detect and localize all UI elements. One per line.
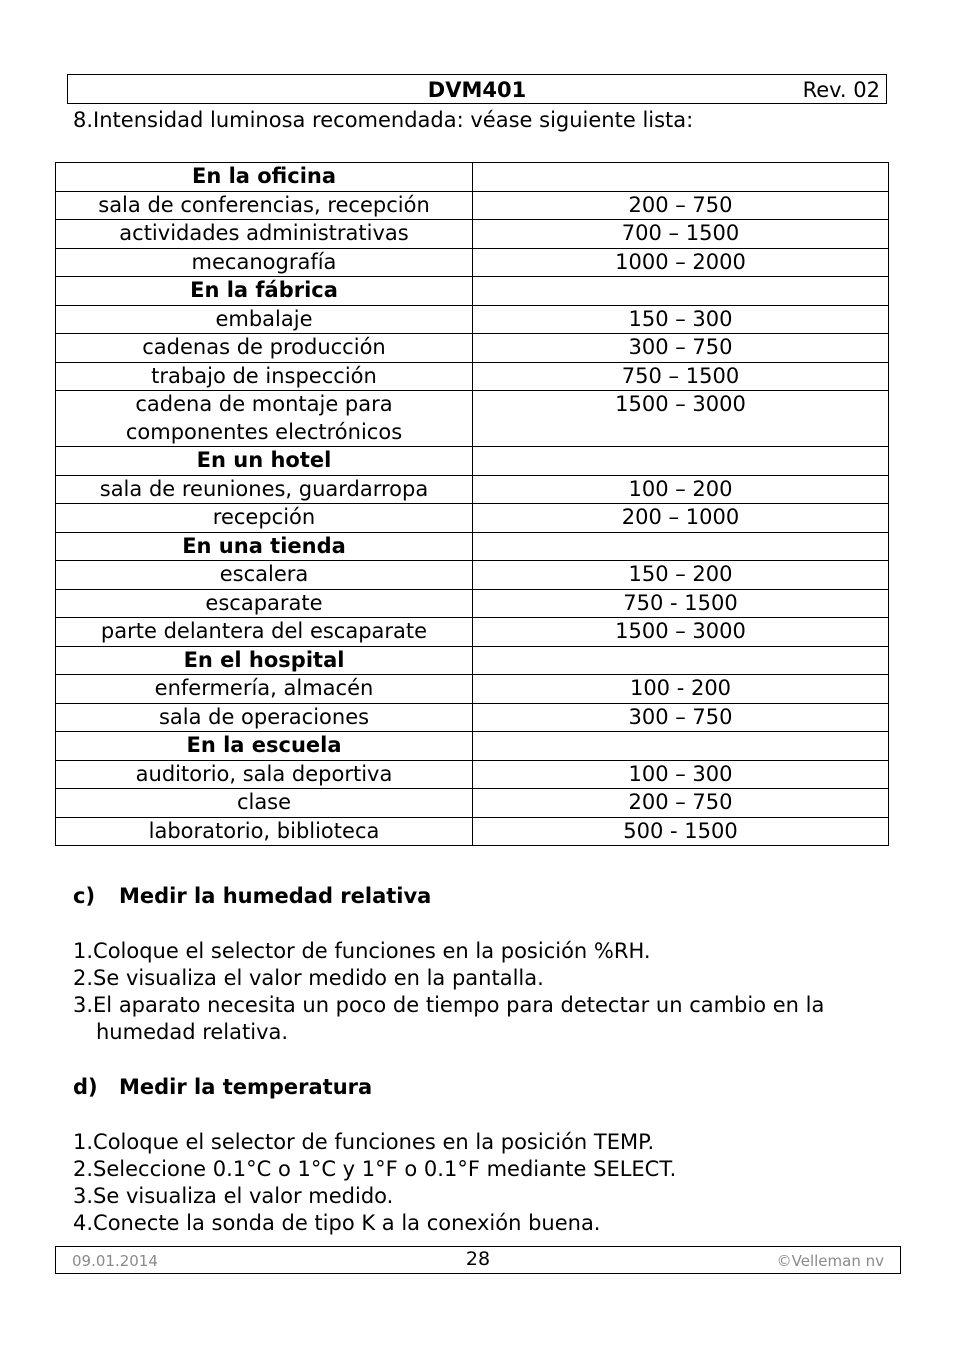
- location-heading: En la fábrica: [56, 277, 473, 306]
- activity-cell: laboratorio, biblioteca: [56, 817, 473, 846]
- section-d-title: Medir la temperatura: [119, 1075, 373, 1099]
- activity-cell: parte delantera del escaparate: [56, 618, 473, 647]
- list-item: 2.Se visualiza el valor medido en la pantalla.: [73, 966, 544, 990]
- lux-range-cell: 1000 – 2000: [473, 248, 889, 277]
- table-row: [56, 561, 889, 590]
- location-heading: En un hotel: [56, 447, 473, 476]
- page-footer: [55, 1246, 901, 1274]
- activity-cell: mecanografía: [56, 248, 473, 277]
- table-row: [56, 817, 889, 846]
- lux-range-cell: 500 - 1500: [473, 817, 889, 846]
- table-row: [56, 760, 889, 789]
- lux-range-cell: 200 – 1000: [473, 504, 889, 533]
- table-row: [56, 334, 889, 363]
- activity-cell: escalera: [56, 561, 473, 590]
- location-heading: En una tienda: [56, 532, 473, 561]
- table-section-row: [56, 732, 889, 761]
- activity-cell: sala de reuniones, guardarropa: [56, 475, 473, 504]
- table-row: [56, 191, 889, 220]
- section-c-heading: [73, 884, 431, 908]
- table-section-row: [56, 646, 889, 675]
- list-item: 2.Seleccione 0.1°C o 1°C y 1°F o 0.1°F mediante SELECT.: [73, 1157, 677, 1181]
- lux-range-cell: [473, 646, 889, 675]
- activity-cell: trabajo de inspección: [56, 362, 473, 391]
- table-row: [56, 475, 889, 504]
- activity-cell: cadenas de producción: [56, 334, 473, 363]
- activity-cell: cadena de montaje para componentes electrónicos: [56, 391, 473, 447]
- section-d-heading: [73, 1075, 372, 1099]
- lux-range-cell: [473, 732, 889, 761]
- list-item: 1.Coloque el selector de funciones en la posición %RH.: [73, 939, 651, 963]
- table-section-row: [56, 532, 889, 561]
- activity-cell: recepción: [56, 504, 473, 533]
- table-row: [56, 504, 889, 533]
- activity-cell: escaparate: [56, 589, 473, 618]
- footer-copyright: ©Velleman nv: [776, 1252, 884, 1270]
- page-number: 28: [465, 1248, 491, 1270]
- lux-range-cell: 1500 – 3000: [473, 391, 889, 447]
- section-d-label: d): [73, 1075, 98, 1099]
- lux-range-cell: 1500 – 3000: [473, 618, 889, 647]
- section-d-steps: [73, 1129, 893, 1237]
- lux-range-cell: 100 – 200: [473, 475, 889, 504]
- lux-range-cell: [473, 447, 889, 476]
- section-c-label: c): [73, 884, 96, 908]
- table-row: [56, 618, 889, 647]
- lux-range-cell: 100 – 300: [473, 760, 889, 789]
- lux-range-cell: 750 - 1500: [473, 589, 889, 618]
- lux-range-cell: 200 – 750: [473, 789, 889, 818]
- table-row: [56, 220, 889, 249]
- table-row: [56, 305, 889, 334]
- table-section-row: [56, 447, 889, 476]
- lux-range-cell: 200 – 750: [473, 191, 889, 220]
- table-row: [56, 248, 889, 277]
- table-row: [56, 675, 889, 704]
- illuminance-table-body: [56, 163, 889, 846]
- activity-cell: auditorio, sala deportiva: [56, 760, 473, 789]
- list-item: 3.Se visualiza el valor medido.: [73, 1184, 394, 1208]
- table-section-row: [56, 163, 889, 192]
- intro-text: 8.Intensidad luminosa recomendada: véase siguiente lista:: [73, 108, 694, 132]
- model-name: DVM401: [427, 78, 527, 102]
- location-heading: En la oficina: [56, 163, 473, 192]
- list-item: 1.Coloque el selector de funciones en la posición TEMP.: [73, 1130, 655, 1154]
- lux-range-cell: 100 - 200: [473, 675, 889, 704]
- table-row: [56, 391, 889, 447]
- revision-label: Rev. 02: [802, 78, 880, 102]
- footer-date: 09.01.2014: [72, 1252, 158, 1270]
- lux-range-cell: [473, 532, 889, 561]
- lux-range-cell: 150 – 200: [473, 561, 889, 590]
- lux-range-cell: 700 – 1500: [473, 220, 889, 249]
- lux-range-cell: [473, 277, 889, 306]
- location-heading: En la escuela: [56, 732, 473, 761]
- lux-range-cell: 150 – 300: [473, 305, 889, 334]
- table-row: [56, 589, 889, 618]
- activity-cell: embalaje: [56, 305, 473, 334]
- table-row: [56, 703, 889, 732]
- lux-range-cell: 300 – 750: [473, 703, 889, 732]
- lux-range-cell: [473, 163, 889, 192]
- location-heading: En el hospital: [56, 646, 473, 675]
- list-item: 4.Conecte la sonda de tipo K a la conexión buena.: [73, 1211, 601, 1235]
- activity-cell: actividades administrativas: [56, 220, 473, 249]
- activity-cell: sala de operaciones: [56, 703, 473, 732]
- page-header: [67, 74, 887, 104]
- list-item: 3.El aparato necesita un poco de tiempo para detectar un cambio en la humedad relativa.: [73, 993, 825, 1044]
- table-row: [56, 789, 889, 818]
- section-c-steps: [73, 938, 893, 1046]
- section-c-title: Medir la humedad relativa: [119, 884, 432, 908]
- table-row: [56, 362, 889, 391]
- lux-range-cell: 300 – 750: [473, 334, 889, 363]
- activity-cell: sala de conferencias, recepción: [56, 191, 473, 220]
- lux-range-cell: 750 – 1500: [473, 362, 889, 391]
- activity-cell: enfermería, almacén: [56, 675, 473, 704]
- illuminance-table: [55, 162, 889, 846]
- activity-cell: clase: [56, 789, 473, 818]
- table-section-row: [56, 277, 889, 306]
